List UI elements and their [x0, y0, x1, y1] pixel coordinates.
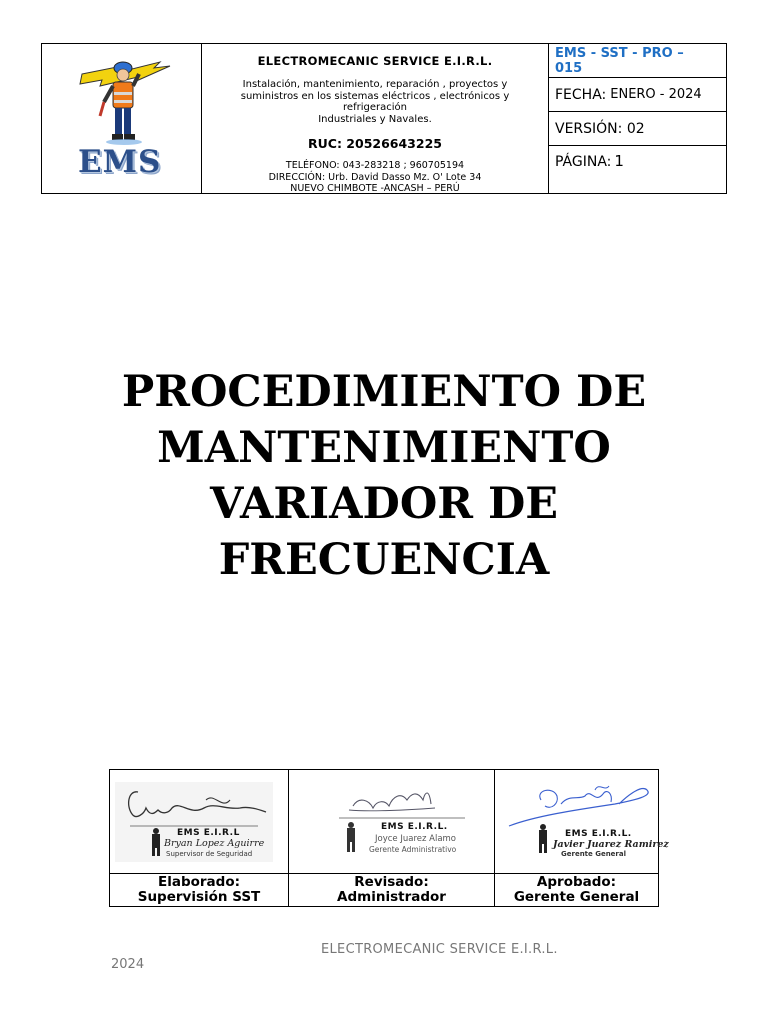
document-code	[549, 44, 726, 78]
signature-stamp	[110, 770, 288, 874]
title-line: MANTENIMIENTO	[157, 423, 611, 473]
stamp-name: Joyce Juarez Alamo	[375, 834, 457, 844]
caption-label: Elaborado:	[157, 874, 240, 890]
title-line: VARIADOR DE	[209, 479, 559, 529]
footer-year: 2024	[111, 957, 145, 972]
signature-stamp	[289, 770, 494, 874]
company-description	[222, 79, 528, 125]
document-version: VERSIÓN: 02	[549, 112, 726, 146]
stamp-name: Javier Juarez Ramirez	[553, 839, 669, 850]
document-date	[549, 78, 726, 112]
company-logo	[42, 44, 202, 193]
contact-city: NUEVO CHIMBOTE -ANCASH – PERÚ	[290, 183, 460, 194]
signature-prepared	[110, 770, 289, 906]
signature-stamp	[495, 770, 669, 874]
footer-company: ELECTROMECANIC SERVICE E.I.R.L.	[321, 942, 558, 957]
contact-info	[202, 160, 548, 195]
description-line: Instalación, mantenimiento, reparación , proyectos y	[242, 79, 508, 90]
signature-approved	[495, 770, 669, 906]
stamp-name: Bryan Lopez Aguirre	[164, 838, 265, 849]
handwritten-signature-icon	[110, 770, 289, 874]
title-line: PROCEDIMIENTO DE	[121, 367, 647, 417]
document-title	[40, 364, 728, 588]
caption-role: Supervisión SST	[137, 889, 261, 905]
description-line: refrigeración	[343, 102, 407, 113]
caption-label: Aprobado:	[536, 874, 617, 890]
stamp-company: EMS E.I.R.L.	[565, 829, 632, 839]
contact-phone: TELÉFONO: 043-283218 ; 960705194	[285, 160, 465, 171]
document-code-line: 015	[555, 61, 583, 76]
page-number: 1	[614, 152, 624, 170]
signature-reviewed	[289, 770, 495, 906]
document-page	[549, 146, 726, 193]
date-label: FECHA:	[555, 86, 607, 103]
handwritten-signature-icon	[495, 770, 658, 874]
signature-caption	[495, 874, 658, 906]
signature-caption	[289, 874, 494, 906]
stamp-role: Gerente General	[561, 850, 627, 858]
caption-role: Gerente General	[513, 889, 640, 905]
stamp-role: Gerente Administrativo	[369, 845, 457, 854]
signature-table	[109, 769, 669, 907]
date-value: ENERO - 2024	[610, 87, 702, 102]
caption-label: Revisado:	[354, 874, 429, 890]
document-meta	[549, 44, 726, 193]
stamp-company: EMS E.I.R.L.	[381, 822, 448, 832]
contact-address: DIRECCIÓN: Urb. David Dasso Mz. O' Lote 34	[268, 171, 482, 183]
ruc-number: RUC: 20526643225	[308, 136, 442, 151]
description-line: Industriales y Navales.	[318, 113, 432, 125]
caption-role: Administrador	[337, 889, 446, 905]
title-line: FRECUENCIA	[218, 535, 550, 585]
document-header	[41, 43, 727, 194]
stamp-company: EMS E.I.R.L	[177, 828, 240, 838]
company-info	[202, 44, 549, 193]
page-label: PÁGINA:	[555, 154, 612, 170]
signature-caption	[110, 874, 288, 906]
logo-text: EMS	[78, 144, 162, 180]
stamp-role: Supervisor de Seguridad	[166, 850, 253, 858]
company-name: ELECTROMECANIC SERVICE E.I.R.L.	[257, 54, 493, 68]
document-code-line: EMS - SST - PRO –	[555, 46, 684, 61]
description-line: suministros en los sistemas eléctricos , electrónicos y	[240, 90, 510, 102]
